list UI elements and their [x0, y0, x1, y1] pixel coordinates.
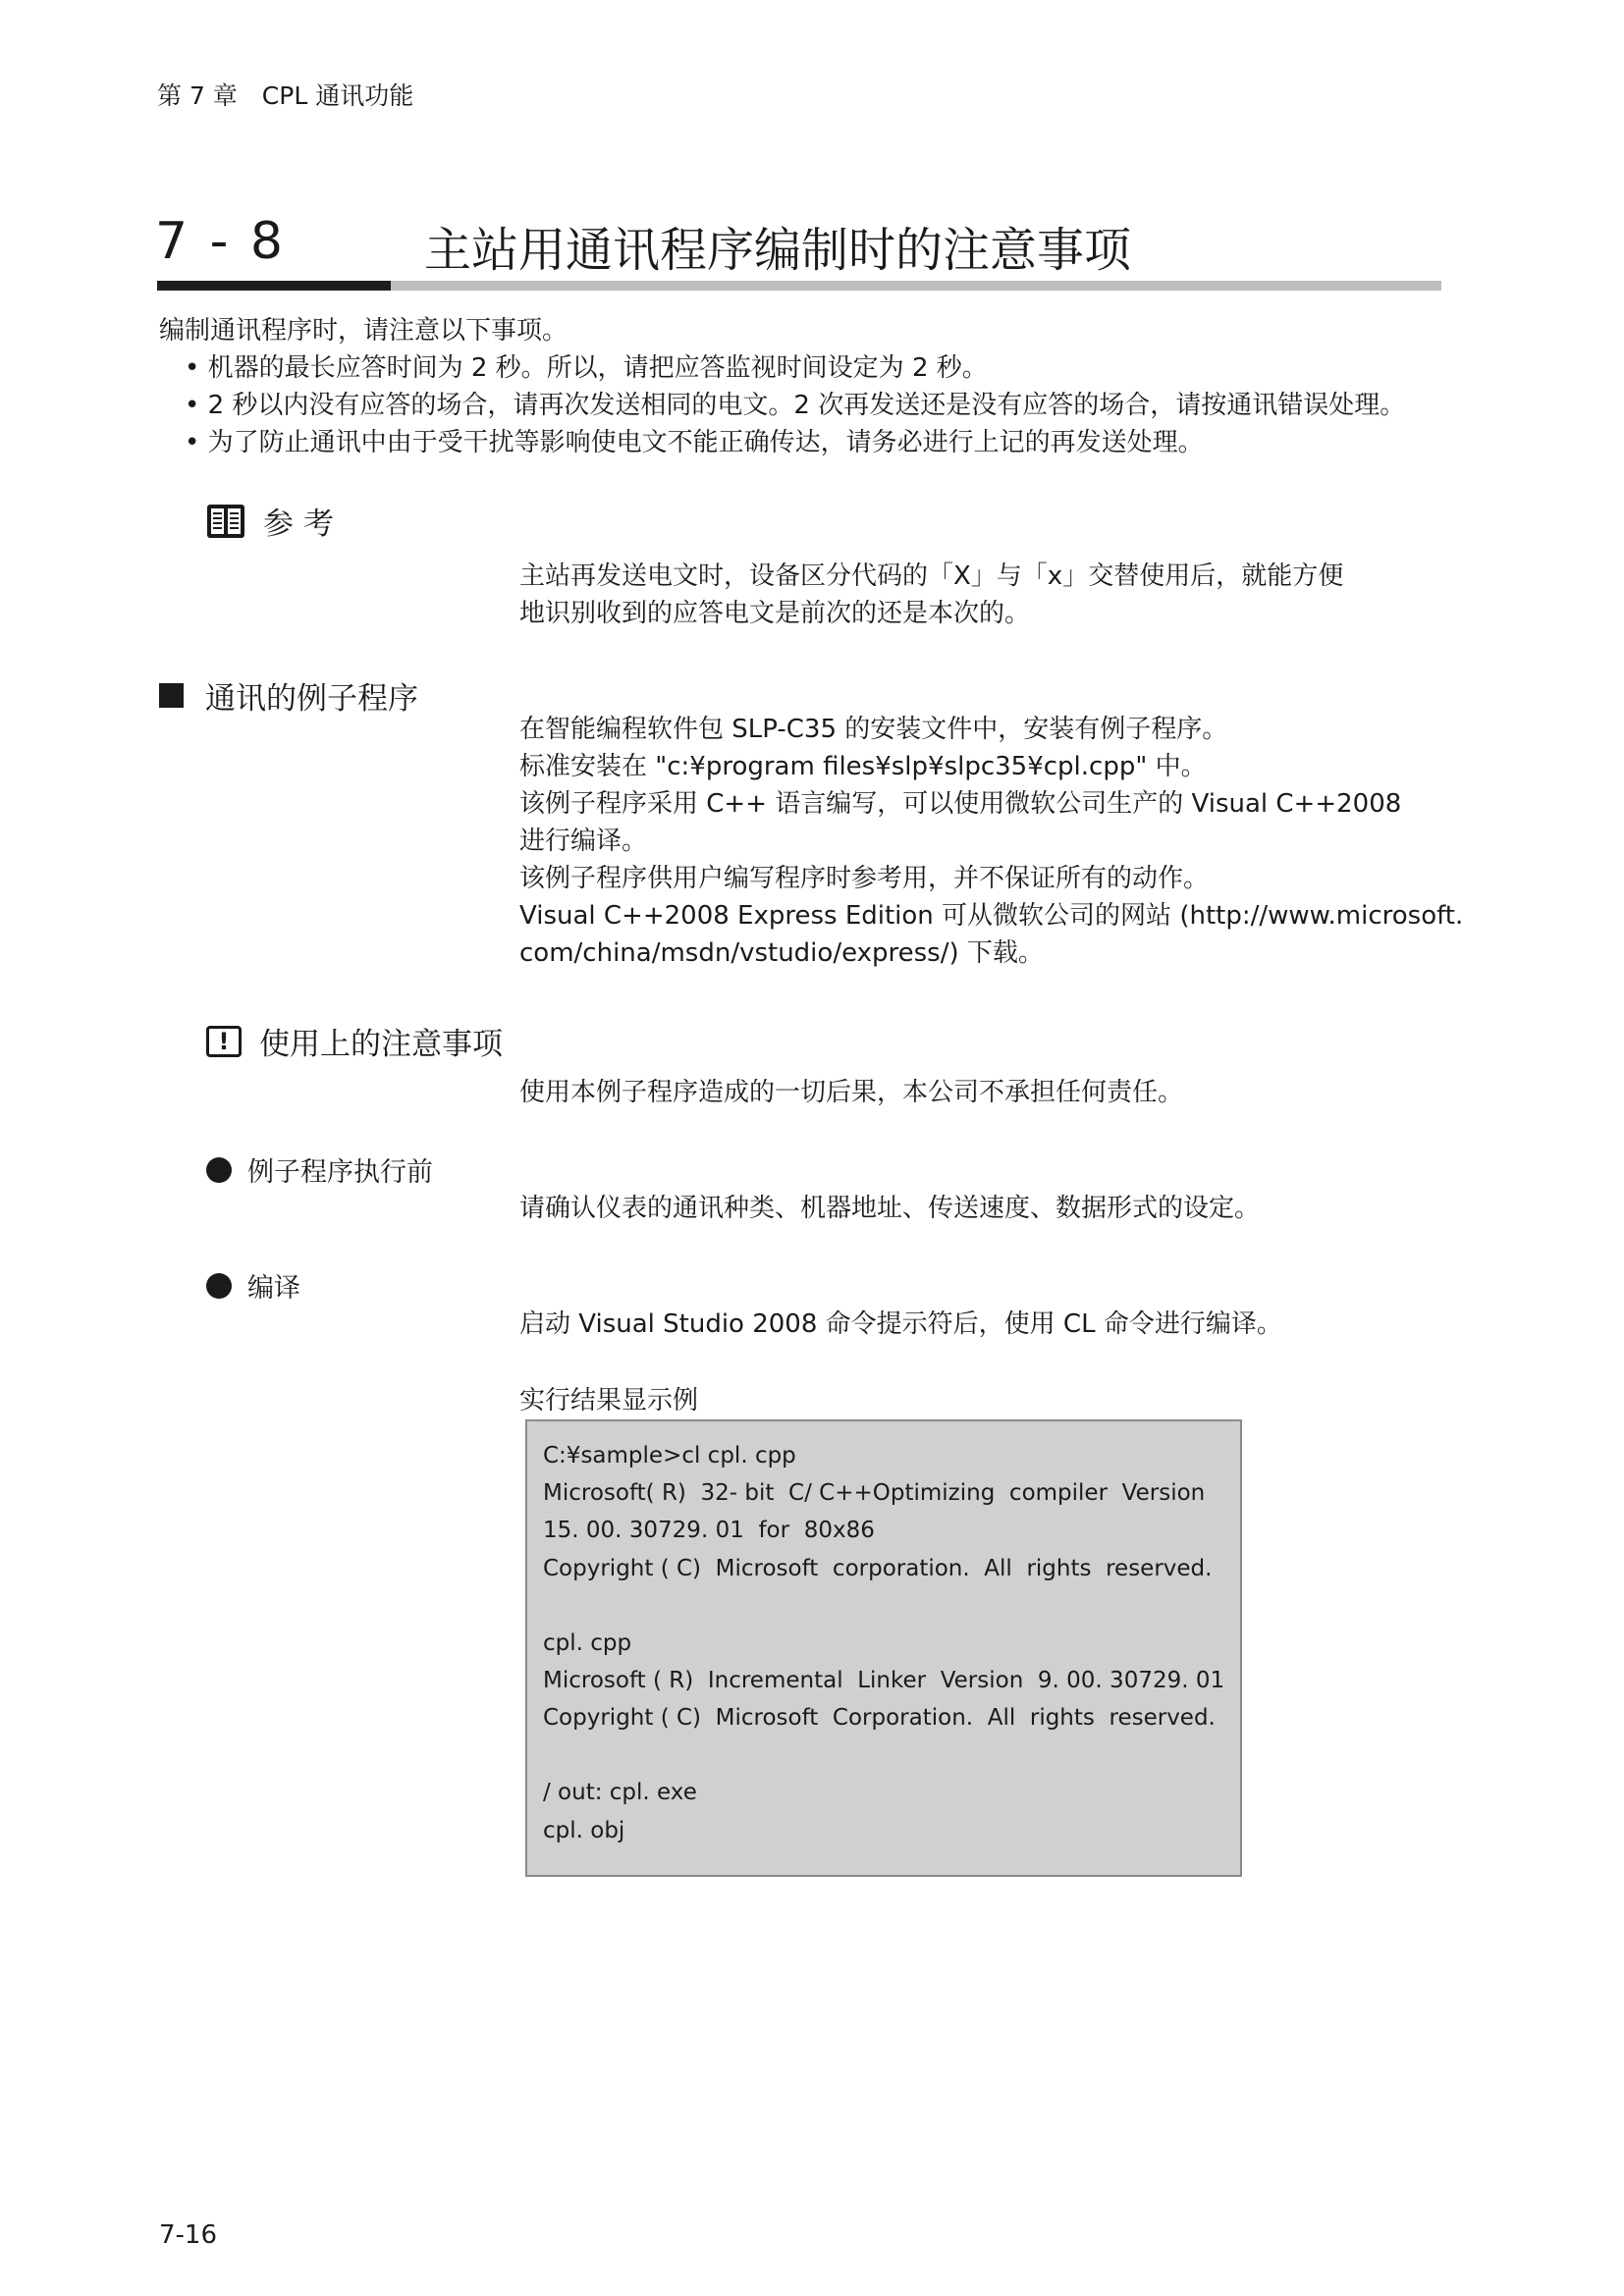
page-number: 7-16: [159, 2220, 218, 2250]
reference-line: 主站再发送电文时，设备区分代码的「X」与「x」交替使用后，就能方便: [519, 561, 1344, 591]
reference-body: [519, 558, 1343, 632]
console-line: cpl. obj: [543, 1817, 625, 1843]
console-line: / out: cpl. exe: [543, 1780, 697, 1806]
sample-program-body: [519, 711, 1463, 972]
reference-heading: [206, 499, 344, 543]
sample-line: 标准安装在 "c:¥program files¥slp¥slpc35¥cpl.cpp" 中。: [519, 752, 1207, 781]
bullet-list: [185, 349, 1405, 461]
bullet-item: • 为了防止通讯中由于受干扰等影响使电文不能正确传达，请务必进行上记的再发送处理。: [185, 424, 1405, 461]
title-rule-dark: [157, 281, 391, 291]
circle-bullet-icon: [206, 1157, 232, 1183]
sample-program-heading: [159, 673, 418, 718]
sample-line: 该例子程序供用户编写程序时参考用，并不保证所有的动作。: [519, 864, 1210, 893]
compile-heading: [206, 1266, 300, 1305]
intro-text: 编制通讯程序时，请注意以下事项。: [159, 316, 568, 346]
console-line: [543, 1736, 1240, 1774]
sample-line: Visual C++2008 Express Edition 可从微软公司的网站 (http://www.microsoft.: [519, 901, 1464, 931]
book-icon: [206, 503, 245, 540]
running-header: 第 7 章 CPL 通讯功能: [157, 81, 414, 110]
sample-line: 进行编译。: [519, 827, 648, 856]
console-line: C:¥sample>cl cpl. cpp: [543, 1443, 796, 1468]
compile-heading-label: 编译: [247, 1273, 300, 1304]
before-run-body: 请确认仪表的通讯种类、机器地址、传送速度、数据形式的设定。: [519, 1194, 1261, 1223]
console-line: Microsoft ( R) Incremental Linker Version 9. 00. 30729. 01: [543, 1668, 1225, 1694]
console-line: [543, 1587, 1240, 1625]
caution-body: 使用本例子程序造成的一切后果，本公司不承担任何责任。: [519, 1078, 1184, 1107]
example-label: 实行结果显示例: [519, 1386, 699, 1415]
sample-line: 该例子程序采用 C++ 语言编写，可以使用微软公司生产的 Visual C++2008: [519, 789, 1402, 819]
sample-program-heading-label: 通讯的例子程序: [205, 681, 418, 717]
section-number: 7 - 8: [155, 212, 286, 271]
bullet-item: • 2 秒以内没有应答的场合，请再次发送相同的电文。2 次再发送还是没有应答的场合，请按通讯错误处理。: [185, 387, 1405, 424]
title-rule-light: [391, 281, 1441, 291]
console-line: cpl. cpp: [543, 1629, 632, 1656]
square-bullet-icon: [159, 683, 184, 708]
reference-heading-label: 参考: [263, 507, 344, 542]
sample-line: 在智能编程软件包 SLP-C35 的安装文件中，安装有例子程序。: [519, 715, 1228, 744]
caution-heading-label: 使用上的注意事项: [259, 1027, 503, 1062]
console-line: 15. 00. 30729. 01 for 80x86: [543, 1518, 875, 1544]
before-run-heading: [206, 1150, 433, 1189]
circle-bullet-icon: [206, 1273, 232, 1299]
caution-heading: [206, 1019, 503, 1063]
bullet-item: • 机器的最长应答时间为 2 秒。所以，请把应答监视时间设定为 2 秒。: [185, 349, 1405, 387]
section-title: 主站用通讯程序编制时的注意事项: [424, 223, 1132, 278]
console-line: Copyright ( C) Microsoft Corporation. All rights reserved.: [543, 1705, 1216, 1732]
compile-body: 启动 Visual Studio 2008 命令提示符后，使用 CL 命令进行编译。: [519, 1309, 1282, 1339]
console-line: Copyright ( C) Microsoft corporation. All rights reserved.: [543, 1555, 1213, 1581]
reference-line: 地识别收到的应答电文是前次的还是本次的。: [519, 599, 1031, 628]
before-run-heading-label: 例子程序执行前: [247, 1157, 433, 1188]
console-line: Microsoft( R) 32- bit C/ C++Optimizing compiler Version: [543, 1480, 1206, 1507]
sample-line: com/china/msdn/vstudio/express/) 下载。: [519, 938, 1044, 968]
console-output-box: [525, 1419, 1242, 1877]
exclamation-icon: !: [206, 1026, 242, 1057]
